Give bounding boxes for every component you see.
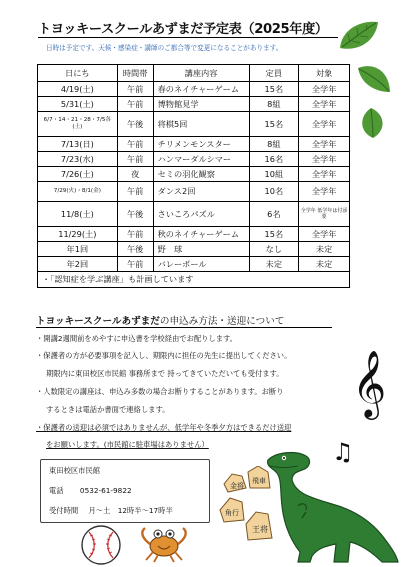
cell-time: 午前 xyxy=(117,152,153,167)
table-row xyxy=(38,227,350,242)
table-row xyxy=(38,182,350,202)
cell-course: 野 球 xyxy=(153,242,249,257)
music-notes-icon: ♫ xyxy=(332,438,354,466)
cell-date: 6/7・14・21・28・7/5各(土) xyxy=(38,112,118,137)
cell-capacity: 6名 xyxy=(249,202,299,227)
cell-target: 未定 xyxy=(299,242,350,257)
cell-date: 7/26(土) xyxy=(38,167,118,182)
cell-time: 午前 xyxy=(117,227,153,242)
cell-course: ハンマーダルシマー xyxy=(153,152,249,167)
table-row xyxy=(38,152,350,167)
contact-phone: 0532-61-9822 xyxy=(79,486,132,495)
shogi-label: 王将 xyxy=(252,525,268,534)
table-row xyxy=(38,137,350,152)
table-row xyxy=(38,242,350,257)
column-header-time: 時間帯 xyxy=(117,65,153,82)
application-heading-bold: トヨッキースクールあずまだ xyxy=(36,316,160,327)
cell-capacity: 15名 xyxy=(249,82,299,97)
cell-date: 7/29(火)・8/1(金) xyxy=(38,182,118,202)
schedule-table xyxy=(37,64,350,288)
table-note: ・「認知症を学ぶ講座」も計画しています xyxy=(38,272,350,288)
application-heading xyxy=(36,313,284,327)
cell-capacity: 未定 xyxy=(249,257,299,272)
table-row xyxy=(38,202,350,227)
shogi-label: 金将 xyxy=(230,482,244,490)
cell-capacity: 15名 xyxy=(249,112,299,137)
title-underline xyxy=(38,37,338,38)
leaf-icon xyxy=(355,62,393,96)
application-heading-plain: の申込み方法・送迎について xyxy=(159,316,285,327)
column-header-date: 日にち xyxy=(38,65,118,82)
leaf-icon xyxy=(336,18,382,56)
cell-time: 午後 xyxy=(117,112,153,137)
cell-date: 年2回 xyxy=(38,257,118,272)
page-subtitle: 日時は予定です。天候・感染症・講師のご都合等で変更になることがあります。 xyxy=(46,44,283,52)
cell-target: 全学年 xyxy=(299,167,350,182)
cell-course: 春のネイチャーゲーム xyxy=(153,82,249,97)
cell-capacity: 8組 xyxy=(249,97,299,112)
contact-hours-row xyxy=(49,506,173,516)
table-row xyxy=(38,112,350,137)
column-header-capacity: 定員 xyxy=(249,65,299,82)
leaf-icon xyxy=(355,106,389,140)
cell-capacity: 10名 xyxy=(249,182,299,202)
cell-target: 全学年 xyxy=(299,97,350,112)
cell-course: ダンス2回 xyxy=(153,182,249,202)
application-item: するときは電話か書面で連絡します。 xyxy=(46,405,170,414)
cell-course: 博物館見学 xyxy=(153,97,249,112)
table-row xyxy=(38,82,350,97)
cell-course: セミの羽化観察 xyxy=(153,167,249,182)
cell-target: 全学年 xyxy=(299,137,350,152)
cell-time: 午前 xyxy=(117,257,153,272)
application-item: ・開講2週間前をめやすに申込書を学校経由でお配りします。 xyxy=(36,334,238,343)
shogi-label: 飛車 xyxy=(252,477,266,485)
application-item: ・保護者の方が必要事項を記入し、期限内に担任の先生に提出してください。 xyxy=(36,351,292,360)
application-item: 期限内に東田校区市民館 事務所まで 持ってきていただいても受付ます。 xyxy=(46,369,284,378)
cell-course: チリメンモンスター xyxy=(153,137,249,152)
contact-name: 東田校区市民館 xyxy=(49,466,101,475)
cell-capacity: 16名 xyxy=(249,152,299,167)
cell-time: 午前 xyxy=(117,137,153,152)
cell-capacity: 8組 xyxy=(249,137,299,152)
table-note-row xyxy=(38,272,350,288)
cell-date: 年1回 xyxy=(38,242,118,257)
cell-date: 7/13(日) xyxy=(38,137,118,152)
contact-phone-label: 電話 xyxy=(49,486,64,495)
cell-date: 7/23(水) xyxy=(38,152,118,167)
application-item: ・保護者の送迎は必須ではありませんが、低学年や冬季夕方はできるだけ送迎 xyxy=(36,423,292,432)
title-block xyxy=(38,18,354,37)
cell-date: 4/19(土) xyxy=(38,82,118,97)
cell-target: 全学年 低学年は付添要 xyxy=(299,202,350,227)
chirimen-creature-icon xyxy=(136,520,192,564)
cell-target: 全学年 xyxy=(299,112,350,137)
cell-target: 全学年 xyxy=(299,182,350,202)
application-item: ・人数限定の講座は、申込み多数の場合お断りすることがあります。お断り xyxy=(36,387,284,396)
dinosaur-icon xyxy=(262,446,400,564)
table-row xyxy=(38,257,350,272)
table-row xyxy=(38,167,350,182)
cell-time: 午後 xyxy=(117,202,153,227)
contact-hours: 月～土 12時半～17時半 xyxy=(88,506,173,515)
shogi-label: 角行 xyxy=(225,509,239,517)
contact-phone-row xyxy=(49,486,132,496)
column-header-target: 対象 xyxy=(299,65,350,82)
cell-time: 午前 xyxy=(117,97,153,112)
table-header-row xyxy=(38,65,350,82)
cell-time: 午前 xyxy=(117,182,153,202)
treble-clef-icon: 𝄞 xyxy=(352,349,387,417)
application-item: をお願いします。(市民館に駐車場はありません） xyxy=(46,440,209,449)
cell-date: 11/29(土) xyxy=(38,227,118,242)
cell-course: さいころパズル xyxy=(153,202,249,227)
cell-course: 将棋5回 xyxy=(153,112,249,137)
contact-box xyxy=(40,459,210,523)
contact-hours-label: 受付時間 xyxy=(49,506,79,515)
cell-time: 夜 xyxy=(117,167,153,182)
baseball-icon xyxy=(80,524,122,566)
cell-time: 午前 xyxy=(117,82,153,97)
cell-course: バレーボール xyxy=(153,257,249,272)
application-heading-underline xyxy=(36,327,332,328)
cell-target: 全学年 xyxy=(299,227,350,242)
cell-date: 5/31(土) xyxy=(38,97,118,112)
cell-capacity: なし xyxy=(249,242,299,257)
cell-date: 11/8(土) xyxy=(38,202,118,227)
cell-time: 午後 xyxy=(117,242,153,257)
table-row xyxy=(38,97,350,112)
column-header-course: 講座内容 xyxy=(153,65,249,82)
cell-course: 秋のネイチャーゲーム xyxy=(153,227,249,242)
cell-capacity: 10組 xyxy=(249,167,299,182)
page-title: トヨッキースクールあずまだ予定表（2025年度） xyxy=(38,22,328,37)
cell-target: 全学年 xyxy=(299,82,350,97)
cell-target: 全学年 xyxy=(299,152,350,167)
cell-capacity: 15名 xyxy=(249,227,299,242)
cell-target: 未定 xyxy=(299,257,350,272)
